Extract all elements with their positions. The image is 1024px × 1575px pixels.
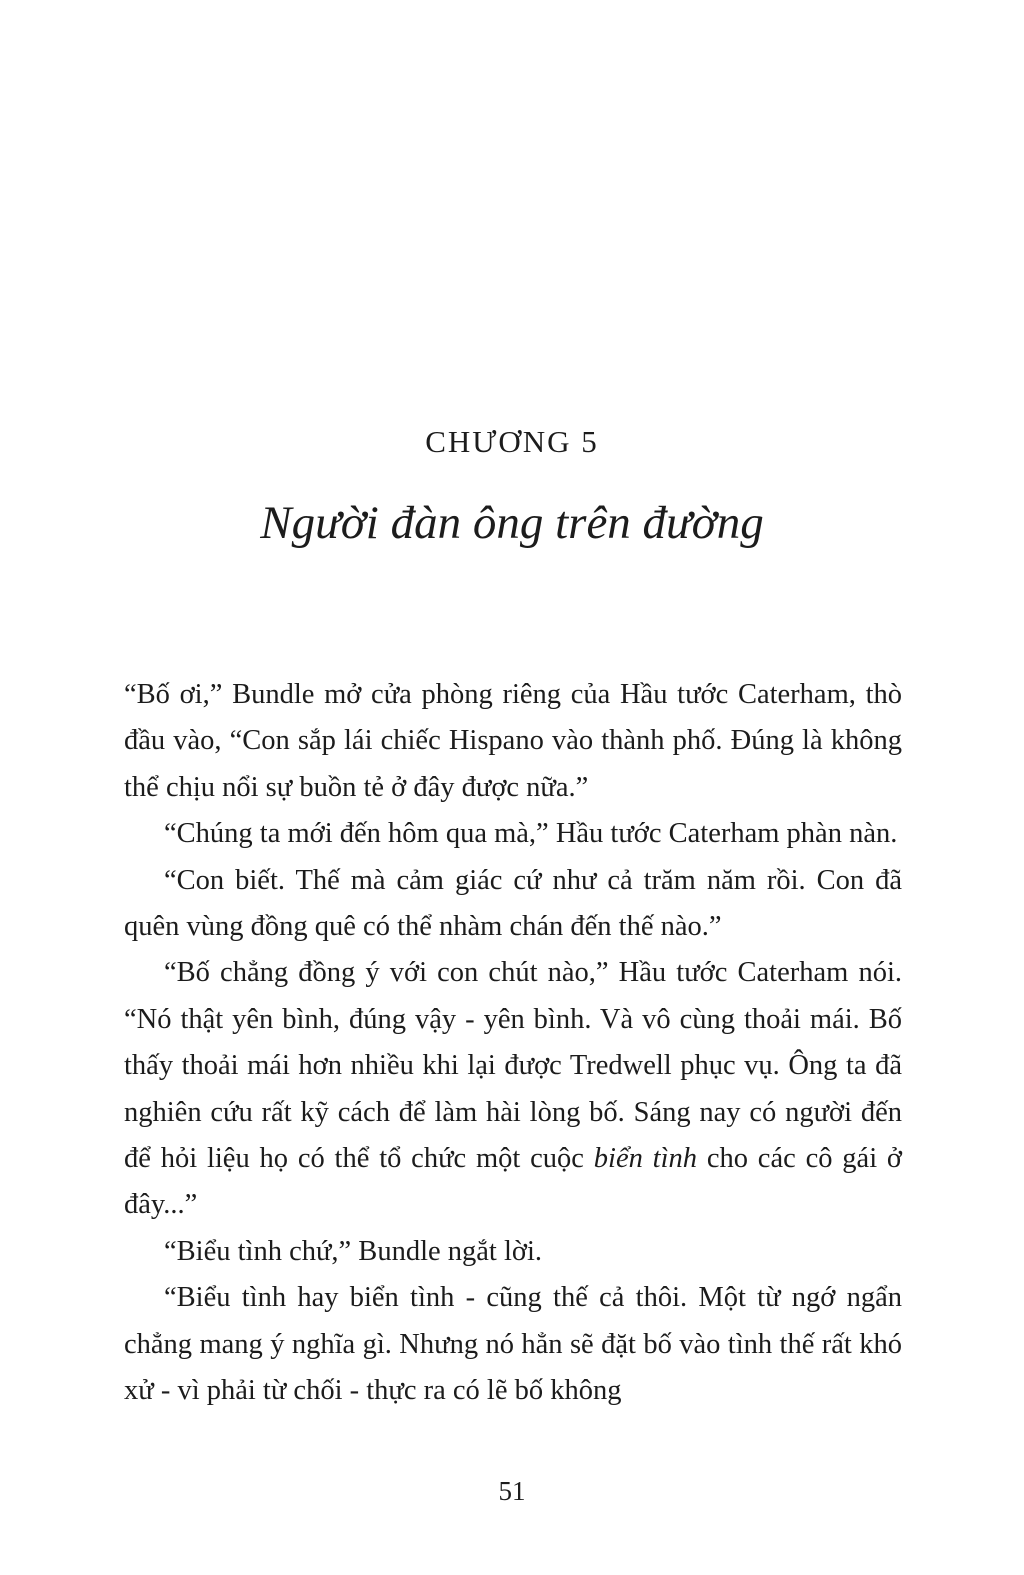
page-number: 51: [498, 1476, 526, 1506]
paragraph: [124, 1229, 902, 1275]
paragraph: [124, 811, 902, 857]
paragraph-text: “Biểu tình hay biển tình - cũng thế cả thôi. Một từ ngớ ngẩn chẳng mang ý nghĩa gì. Nhưng nó hẳn sẽ đặt bố vào tình thế rất khó xử - vì phải từ chối - thực ra có lẽ bố không: [124, 1282, 902, 1407]
page-body: [124, 672, 902, 1415]
paragraph: [124, 950, 902, 1228]
chapter-number: CHƯƠNG 5: [425, 424, 599, 459]
paragraph-text: “Con biết. Thế mà cảm giác cứ như cả trăm năm rồi. Con đã quên vùng đồng quê có thể nhàm chán đến thế nào.”: [124, 864, 902, 943]
chapter-title: Người đàn ông trên đường: [260, 497, 764, 549]
paragraph-italic-phrase: biển tình: [593, 1143, 698, 1175]
paragraph-text: “Bố chẳng đồng ý với con chút nào,” Hầu tước Caterham nói. “Nó thật yên bình, đúng vậy - yên bình. Và vô cùng thoải mái. Bố thấy thoải mái hơn nhiều khi lại được Tredwell phục vụ. Ông ta đã nghiên cứu rất kỹ cách để làm hài lòng bố. Sáng nay có người đến để hỏi liệu họ có thể tổ chức một cuộc: [124, 957, 902, 1175]
paragraph-text: “Bố ơi,” Bundle mở cửa phòng riêng của Hầu tước Caterham, thò đầu vào, “Con sắp lái chiếc Hispano vào thành phố. Đúng là không thể chịu nổi sự buồn tẻ ở đây được nữa.”: [124, 679, 902, 803]
paragraph-text: “Biểu tình chứ,” Bundle ngắt lời.: [164, 1235, 542, 1267]
paragraph: [124, 672, 902, 811]
paragraph-text: cho các cô gái ở đây...”: [124, 1143, 903, 1221]
paragraph: [124, 1275, 902, 1414]
paragraph: [124, 858, 902, 951]
paragraph-text: “Chúng ta mới đến hôm qua mà,” Hầu tước Caterham phàn nàn.: [164, 818, 898, 850]
